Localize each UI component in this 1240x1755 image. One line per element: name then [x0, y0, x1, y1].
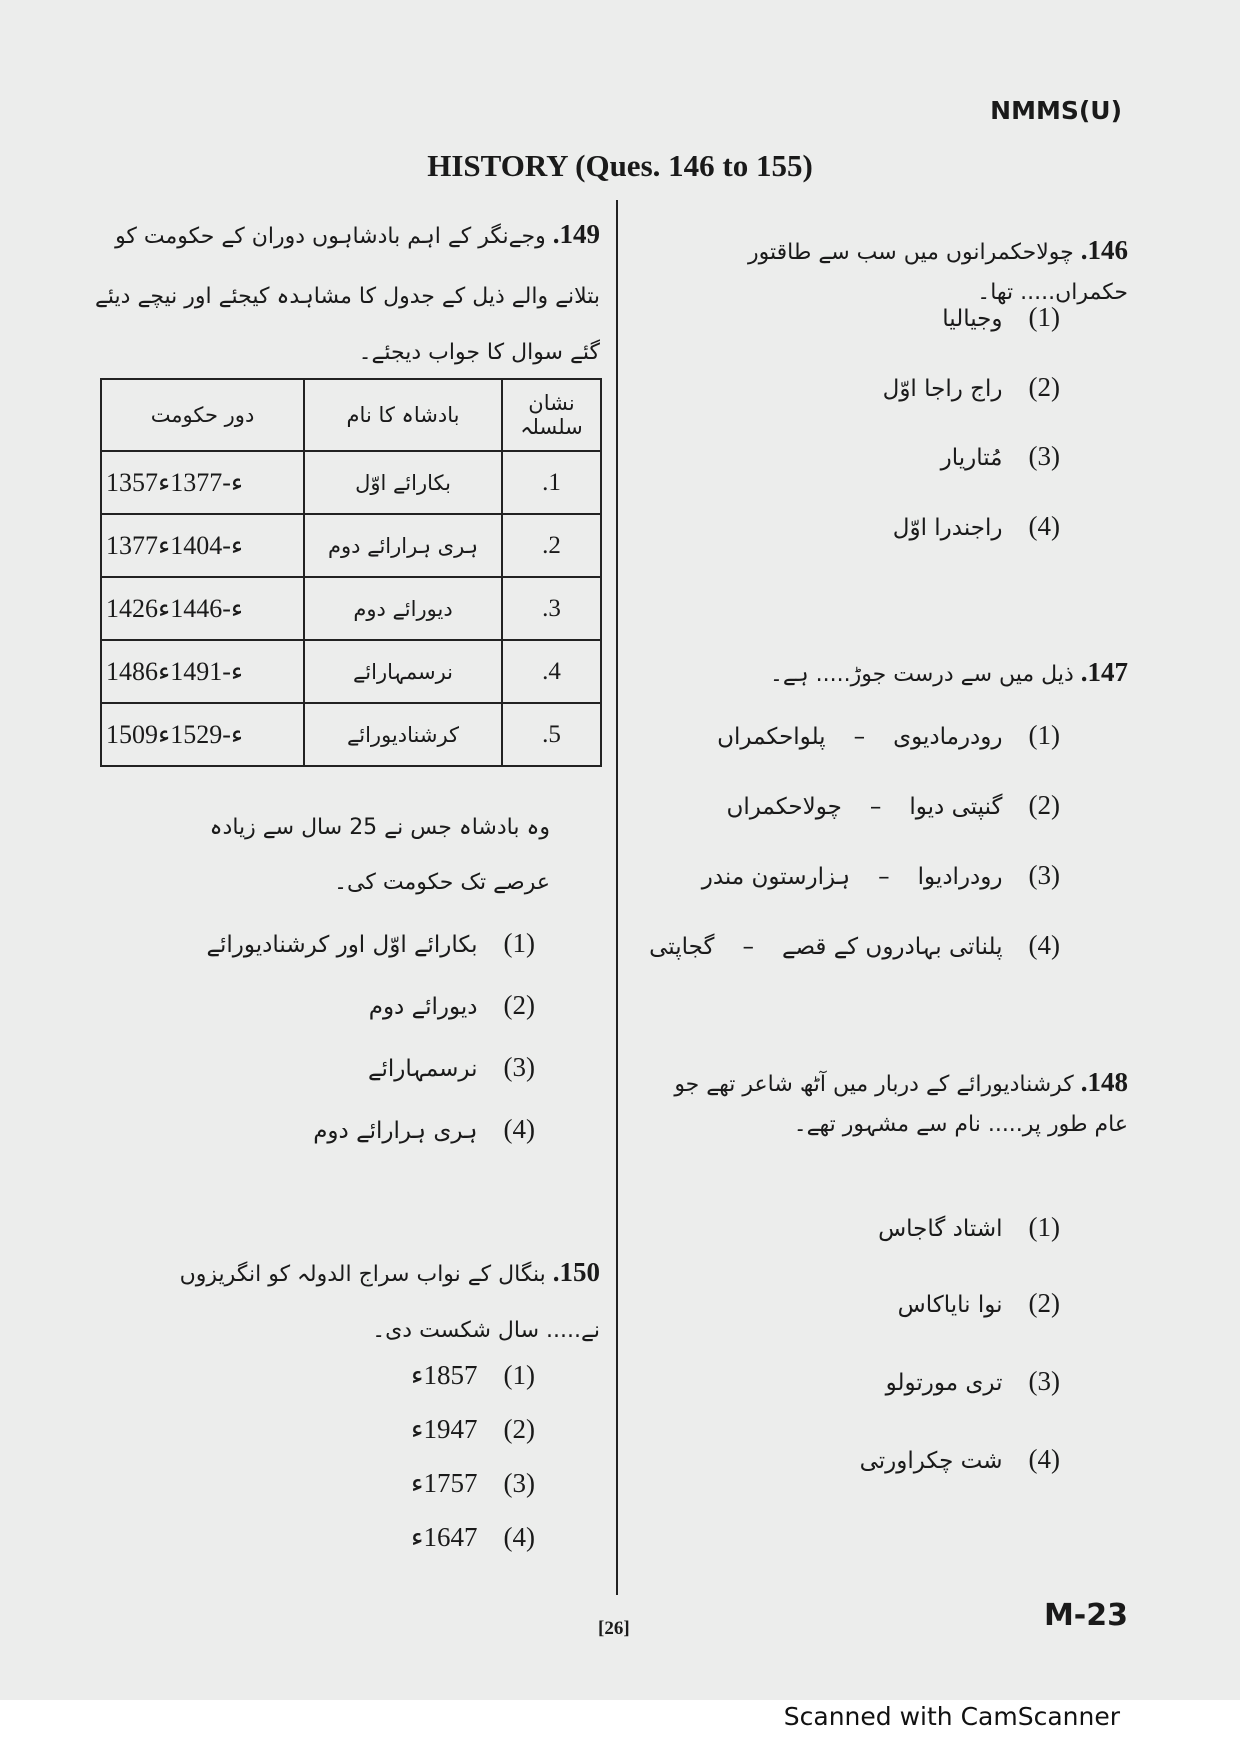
q149-option-3[interactable]: (3)نرسمہارائے — [367, 1052, 535, 1082]
question-149-prompt: وہ بادشاہ جس نے 25 سال سے زیادہ عرصے تک حکومت کی۔ — [209, 815, 550, 895]
question-number: 149. — [552, 219, 600, 249]
question-146 — [648, 228, 1128, 311]
q147-option-2[interactable]: (2)گنپتی دیوا–چولاحکمراں — [726, 790, 1060, 820]
q146-option-2[interactable]: (2)راج راجا اوّل — [882, 372, 1060, 402]
question-148 — [648, 1060, 1128, 1143]
question-149 — [90, 200, 600, 381]
q148-option-3[interactable]: (3)تری مورتولو — [885, 1366, 1060, 1396]
question-text: چولاحکمرانوں میں سب سے طاقتور حکمراں..... تھا۔ — [748, 240, 1128, 305]
booklet-code: M-23 — [1043, 1598, 1128, 1633]
column-divider — [616, 200, 618, 1595]
q149-option-2[interactable]: (2)دیورائے دوم — [368, 990, 535, 1020]
q149-option-4[interactable]: (4)ہری ہرارائے دوم — [313, 1114, 535, 1144]
question-number: 148. — [1080, 1067, 1128, 1097]
q146-option-3[interactable]: (3)مُتاریار — [940, 441, 1060, 471]
q148-option-4[interactable]: (4)شت چکراورتی — [859, 1444, 1060, 1474]
header-serial: نشان سلسلہ — [502, 379, 601, 451]
question-intro: وجےنگر کے اہم بادشاہوں دوران کے حکومت کو بتلانے والے ذیل کے جدول کا مشاہدہ کیجئے اور نیچے دیئے گئے سوال کا جواب دیجئے۔ — [95, 224, 600, 365]
q150-option-4[interactable]: (4)1647ء — [410, 1522, 535, 1552]
section-title: HISTORY (Ques. 146 to 155) — [427, 148, 813, 183]
question-text: کرشنادیورائے کے دربار میں آٹھ شاعر تھے جو عام طور پر..... نام سے مشہور تھے۔ — [674, 1072, 1128, 1137]
q150-option-3[interactable]: (3)1757ء — [410, 1468, 535, 1498]
question-number: 150. — [552, 1257, 600, 1287]
question-150 — [120, 1240, 600, 1358]
page-number: [26] — [598, 1618, 630, 1639]
q148-option-1[interactable]: (1)اشتاد گاجاس — [878, 1212, 1060, 1242]
question-text: بنگال کے نواب سراج الدولہ کو انگریزوں نے..... سال شکست دی۔ — [179, 1262, 600, 1343]
scanner-watermark: Scanned with CamScanner — [783, 1702, 1120, 1731]
exam-code: NMMS(U) — [990, 96, 1122, 125]
header-king-name: بادشاہ کا نام — [304, 379, 502, 451]
q147-option-3[interactable]: (3)رودرادیوا–ہزارستون مندر — [701, 860, 1060, 890]
question-text: ذیل میں سے درست جوڑ..... ہے۔ — [770, 662, 1074, 687]
header-period: دور حکومت — [101, 379, 304, 451]
table-row: 1486ء-1491ء نرسمہارائے .4 — [101, 640, 601, 703]
table-row: 1377ء-1404ء ہری ہرارائے دوم .2 — [101, 514, 601, 577]
reign-table — [100, 378, 602, 767]
table-row: 1357ء-1377ء بکارائے اوّل .1 — [101, 451, 601, 514]
q150-option-2[interactable]: (2)1947ء — [410, 1414, 535, 1444]
question-number: 147. — [1080, 657, 1128, 687]
q146-option-1[interactable]: (1)وجیالیا — [942, 302, 1060, 332]
q149-option-1[interactable]: (1)بکارائے اوّل اور کرشنادیورائے — [206, 928, 535, 958]
q148-option-2[interactable]: (2)نوا نایاکاس — [897, 1288, 1060, 1318]
q147-option-4[interactable]: (4)پلناتی بہادروں کے قصے–گجاپتی — [649, 930, 1060, 960]
question-number: 146. — [1080, 235, 1128, 265]
q147-option-1[interactable]: (1)رودرمادیوی–پلواحکمراں — [717, 720, 1060, 750]
table-row: 1509ء-1529ء کرشنادیورائے .5 — [101, 703, 601, 766]
q150-option-1[interactable]: (1)1857ء — [410, 1360, 535, 1390]
table-header-row — [101, 379, 601, 451]
q146-option-4[interactable]: (4)راجندرا اوّل — [892, 511, 1060, 541]
table-row: 1426ء-1446ء دیورائے دوم .3 — [101, 577, 601, 640]
question-147 — [648, 650, 1128, 696]
